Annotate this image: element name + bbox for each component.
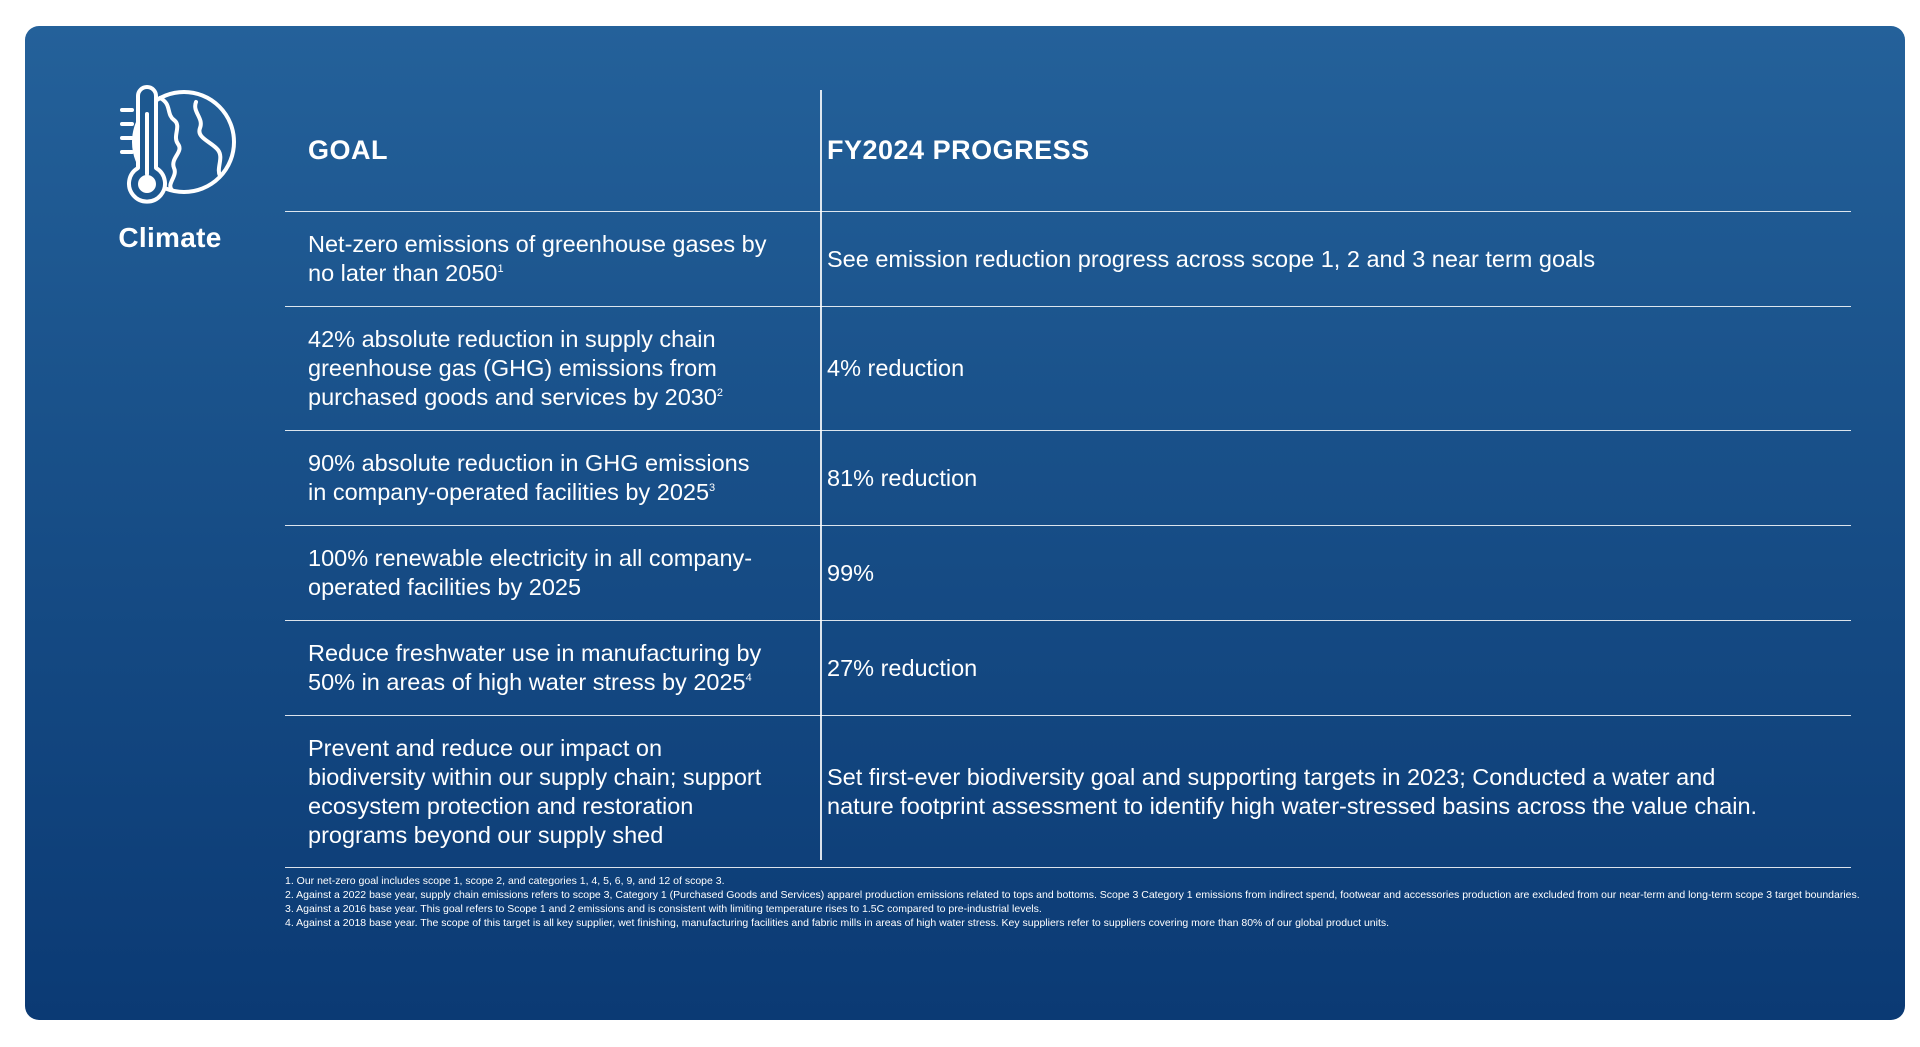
table-row	[285, 307, 1851, 431]
goal-cell: Net-zero emissions of greenhouse gases by no later than 2050$^1$	[308, 231, 767, 286]
progress-cell: 27% reduction	[827, 654, 978, 681]
table-row	[285, 431, 1851, 526]
progress-cell: 81% reduction	[827, 464, 978, 491]
footnote-3: 3. Against a 2016 base year. This goal refers to Scope 1 and 2 emissions and is consistent with limiting temperature rises to 1.5C compared to pre-industrial levels.	[285, 903, 1042, 915]
climate-thermometer-globe-icon	[80, 84, 260, 214]
footnotes	[285, 874, 1875, 930]
table-row	[285, 621, 1851, 716]
progress-column-header: FY2024 PROGRESS	[827, 135, 1090, 165]
climate-section-brand	[80, 84, 260, 254]
table-row	[285, 212, 1851, 307]
goal-cell: 90% absolute reduction in GHG emissions in company-operated facilities by 2025$^3$	[308, 450, 750, 505]
table-row	[285, 716, 1851, 868]
section-title: Climate	[118, 222, 222, 253]
footnote-2: 2. Against a 2022 base year, supply chain emissions refers to scope 3, Category 1 (Purchased Goods and Services) apparel production emissions related to tops and bottoms. Scope 3 Category 1 emissions from indirect spend, footwear and accessories production are excluded from our near-term and long-term scope 3 target boundaries.	[285, 889, 1860, 901]
footnote-4: 4. Against a 2018 base year. The scope of this target is all key supplier, wet finishing, manufacturing facilities and fabric mills in areas of high water stress. Key suppliers refer to suppliers covering more than 80% of our global product units.	[285, 917, 1390, 929]
footnote-1: 1. Our net-zero goal includes scope 1, scope 2, and categories 1, 4, 5, 6, 9, and 12 of scope 3.	[285, 875, 725, 887]
goal-cell: 100% renewable electricity in all company-operated facilities by 2025	[308, 545, 753, 600]
goal-cell: Prevent and reduce our impact on biodiversity within our supply chain; support ecosystem protection and restoration programs beyond our supply shed	[308, 734, 762, 848]
goal-column-header: GOAL	[308, 135, 388, 165]
footnote-ref: 2	[716, 387, 724, 399]
footnote-ref: 1	[497, 263, 504, 275]
progress-cell: 99%	[827, 559, 875, 586]
progress-cell: 4% reduction	[827, 355, 965, 381]
goal-cell: 42% absolute reduction in supply chain greenhouse gas (GHG) emissions from purchased goods and services by 2030$^2$	[308, 326, 724, 410]
table-row	[285, 526, 1851, 621]
climate-card	[25, 26, 1905, 1020]
progress-cell: See emission reduction progress across scope 1, 2 and 3 near term goals	[827, 245, 1596, 272]
table-header-row	[285, 90, 1851, 212]
goals-table	[285, 90, 1851, 868]
progress-cell: Set first-ever biodiversity goal and supporting targets in 2023; Conducted a water and nature footprint assessment to identify high water-stressed basins across the value chain.	[827, 763, 1758, 819]
footnote-ref: 3	[709, 482, 716, 494]
footnote-ref: 4	[745, 672, 752, 684]
goal-cell: Reduce freshwater use in manufacturing by 50% in areas of high water stress by 2025$^4$	[308, 640, 762, 695]
column-divider	[820, 90, 822, 860]
